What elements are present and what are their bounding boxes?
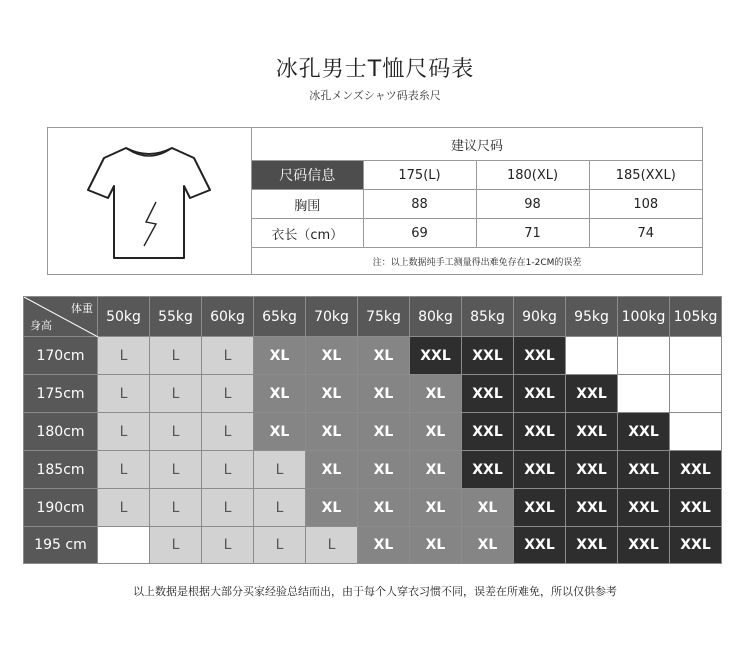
weight-header: 100kg (618, 297, 670, 337)
table-row (24, 451, 722, 489)
size-cell: L (98, 337, 150, 375)
size-cell: L (150, 413, 202, 451)
height-label: 195 cm (24, 527, 98, 564)
size-cell: XXL (514, 413, 566, 451)
size-cell: XL (358, 489, 410, 527)
weight-header: 75kg (358, 297, 410, 337)
weight-header: 95kg (566, 297, 618, 337)
spec-col: 180(XL) (476, 161, 589, 190)
size-cell: XL (410, 451, 462, 489)
size-cell: XXL (618, 413, 670, 451)
tshirt-illustration (48, 128, 252, 274)
size-cell: XXL (462, 451, 514, 489)
size-cell: XL (306, 337, 358, 375)
size-cell: L (98, 451, 150, 489)
size-cell: XXL (410, 337, 462, 375)
size-cell: L (98, 375, 150, 413)
size-cell (618, 375, 670, 413)
weight-header: 70kg (306, 297, 358, 337)
size-cell: XL (254, 375, 306, 413)
size-cell: XL (462, 489, 514, 527)
size-cell: XL (306, 489, 358, 527)
size-cell: XXL (618, 489, 670, 527)
size-cell: XL (410, 527, 462, 564)
weight-header: 80kg (410, 297, 462, 337)
size-cell: L (254, 489, 306, 527)
size-cell: XXL (514, 375, 566, 413)
size-cell: XXL (566, 527, 618, 564)
table-row (24, 375, 722, 413)
size-cell (566, 337, 618, 375)
weight-header: 90kg (514, 297, 566, 337)
size-cell: L (254, 527, 306, 564)
spec-row-label: 衣长（cm） (252, 219, 363, 248)
spec-value: 69 (363, 219, 476, 248)
size-cell: XXL (566, 413, 618, 451)
size-cell: L (306, 527, 358, 564)
size-cell: XXL (670, 451, 722, 489)
height-label: 190cm (24, 489, 98, 527)
spec-row-label: 胸围 (252, 190, 363, 219)
size-cell: L (202, 337, 254, 375)
size-cell: XL (358, 451, 410, 489)
size-cell: L (98, 489, 150, 527)
size-cell: L (202, 489, 254, 527)
spec-value: 71 (476, 219, 589, 248)
page-subtitle: 冰孔メンズシャツ码表糸尺 (309, 89, 441, 102)
height-label: 175cm (24, 375, 98, 413)
size-cell: XL (358, 527, 410, 564)
size-cell: XXL (462, 375, 514, 413)
spec-value: 98 (476, 190, 589, 219)
size-cell: L (150, 337, 202, 375)
table-row (24, 413, 722, 451)
height-label: 180cm (24, 413, 98, 451)
size-cell: XL (410, 375, 462, 413)
spec-value: 74 (589, 219, 702, 248)
spec-table (252, 128, 702, 275)
weight-header: 105kg (670, 297, 722, 337)
size-cell (618, 337, 670, 375)
size-cell (670, 375, 722, 413)
size-cell: XL (462, 527, 514, 564)
spec-box (47, 127, 703, 275)
size-cell: L (254, 451, 306, 489)
size-cell: L (202, 451, 254, 489)
table-row (24, 337, 722, 375)
size-cell: XXL (618, 451, 670, 489)
spec-row-header: 尺码信息 (252, 161, 363, 190)
size-cell: L (202, 375, 254, 413)
size-cell: L (202, 527, 254, 564)
spec-header: 建议尺码 (252, 128, 702, 161)
page-title: 冰孔男士T恤尺码表 (275, 57, 475, 82)
size-cell: L (150, 375, 202, 413)
size-cell: XXL (670, 489, 722, 527)
size-cell: XXL (566, 451, 618, 489)
size-cell: XXL (514, 337, 566, 375)
size-cell: XXL (618, 527, 670, 564)
height-label: 185cm (24, 451, 98, 489)
size-cell: XXL (462, 337, 514, 375)
weight-header: 60kg (202, 297, 254, 337)
spec-value: 108 (589, 190, 702, 219)
weight-header: 85kg (462, 297, 514, 337)
size-cell: XL (254, 337, 306, 375)
grid-corner (24, 297, 98, 337)
table-row (24, 489, 722, 527)
footer-note: 以上数据是根据大部分买家经验总结而出，由于每个人穿衣习惯不同，误差在所难免，所以仅供参考 (133, 585, 617, 598)
size-cell: XXL (514, 451, 566, 489)
spec-value: 88 (363, 190, 476, 219)
size-cell: XL (306, 451, 358, 489)
size-cell: XXL (566, 489, 618, 527)
size-cell: XXL (514, 527, 566, 564)
weight-header: 65kg (254, 297, 306, 337)
size-cell: XL (306, 413, 358, 451)
height-label: 170cm (24, 337, 98, 375)
weight-axis-label: 体重 (71, 302, 93, 315)
size-cell: L (150, 527, 202, 564)
size-cell: XL (358, 337, 410, 375)
size-cell: XL (358, 375, 410, 413)
size-cell: L (202, 413, 254, 451)
weight-header: 50kg (98, 297, 150, 337)
size-cell: XL (358, 413, 410, 451)
tshirt-icon (84, 142, 214, 262)
size-cell: XXL (566, 375, 618, 413)
spec-col: 185(XXL) (589, 161, 702, 190)
size-cell: XL (410, 413, 462, 451)
size-cell: XXL (514, 489, 566, 527)
size-cell (98, 527, 150, 564)
size-cell: L (150, 451, 202, 489)
size-cell: XXL (670, 527, 722, 564)
size-grid (23, 296, 722, 564)
spec-note: 注：以上数据纯手工测量得出难免存在1-2CM的误差 (252, 248, 702, 276)
size-cell: XL (306, 375, 358, 413)
weight-header: 55kg (150, 297, 202, 337)
size-cell: XL (410, 489, 462, 527)
height-axis-label: 身高 (30, 319, 52, 332)
size-cell: XL (254, 413, 306, 451)
spec-col: 175(L) (363, 161, 476, 190)
size-cell: L (150, 489, 202, 527)
size-cell (670, 413, 722, 451)
size-cell (670, 337, 722, 375)
size-cell: XXL (462, 413, 514, 451)
size-cell: L (98, 413, 150, 451)
table-row (24, 527, 722, 564)
